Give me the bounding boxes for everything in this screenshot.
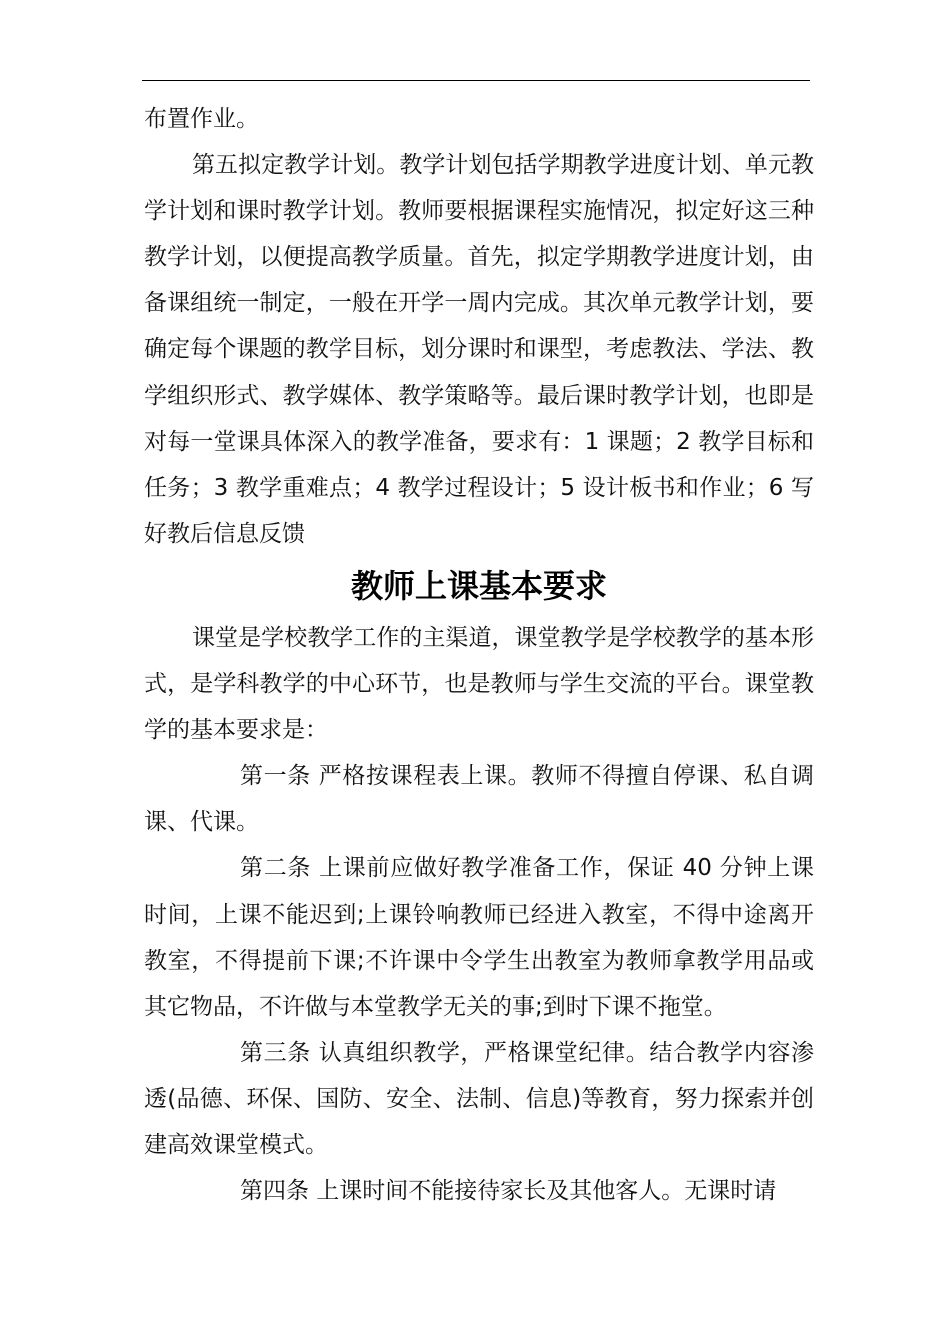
paragraph-article-4: 第四条 上课时间不能接待家长及其他客人。无课时请 bbox=[240, 1178, 777, 1205]
paragraph-article-3: 第三条 认真组织教学，严格课堂纪律。结合教学内容渗透(品德、环保、国防、安全、法制、信息)等教育，努力探索并创建高效课堂模式。 bbox=[144, 1039, 814, 1158]
paragraph-intro: 课堂是学校教学工作的主渠道，课堂教学是学校教学的基本形式，是学科教学的中心环节，也是教师与学生交流的平台。课堂教学的基本要求是： bbox=[144, 624, 814, 744]
paragraph-article-1: 第一条 严格按课程表上课。教师不得擅自停课、私自调课、代课。 bbox=[144, 763, 814, 836]
paragraph-teaching-plan: 第五拟定教学计划。教学计划包括学期教学进度计划、单元教学计划和课时教学计划。教师要根据课程实施情况，拟定好这三种教学计划，以便提高教学质量。首先，拟定学期教学进度计划，由备课组统一制定，一般在开学一周内完成。其次单元教学计划，要确定每个课题的教学目标，划分课时和课型，考虑教法、学法、教学组织形式、教学媒体、教学策略等。最后课时教学计划，也即是对每一堂课具体深入的教学准备，要求有：1 课题；2 教学目标和任务；3 教学重难点；4 教学过程设计；5 设计板书和作业；6 写好教后信息反馈 bbox=[144, 152, 814, 547]
paragraph-article-2: 第二条 上课前应做好教学准备工作，保证 40 分钟上课时间，上课不能迟到;上课铃响教师已经进入教室，不得中途离开教室，不得提前下课;不许课中令学生出教室为教师拿教学用品或其它物品，不许做与本堂教学无关的事;到时下课不拖堂。 bbox=[144, 855, 814, 1020]
document-body bbox=[144, 96, 814, 1214]
header-rule bbox=[142, 80, 810, 81]
section-title: 教师上课基本要求 bbox=[350, 566, 607, 605]
paragraph-continuation: 布置作业。 bbox=[144, 106, 259, 132]
